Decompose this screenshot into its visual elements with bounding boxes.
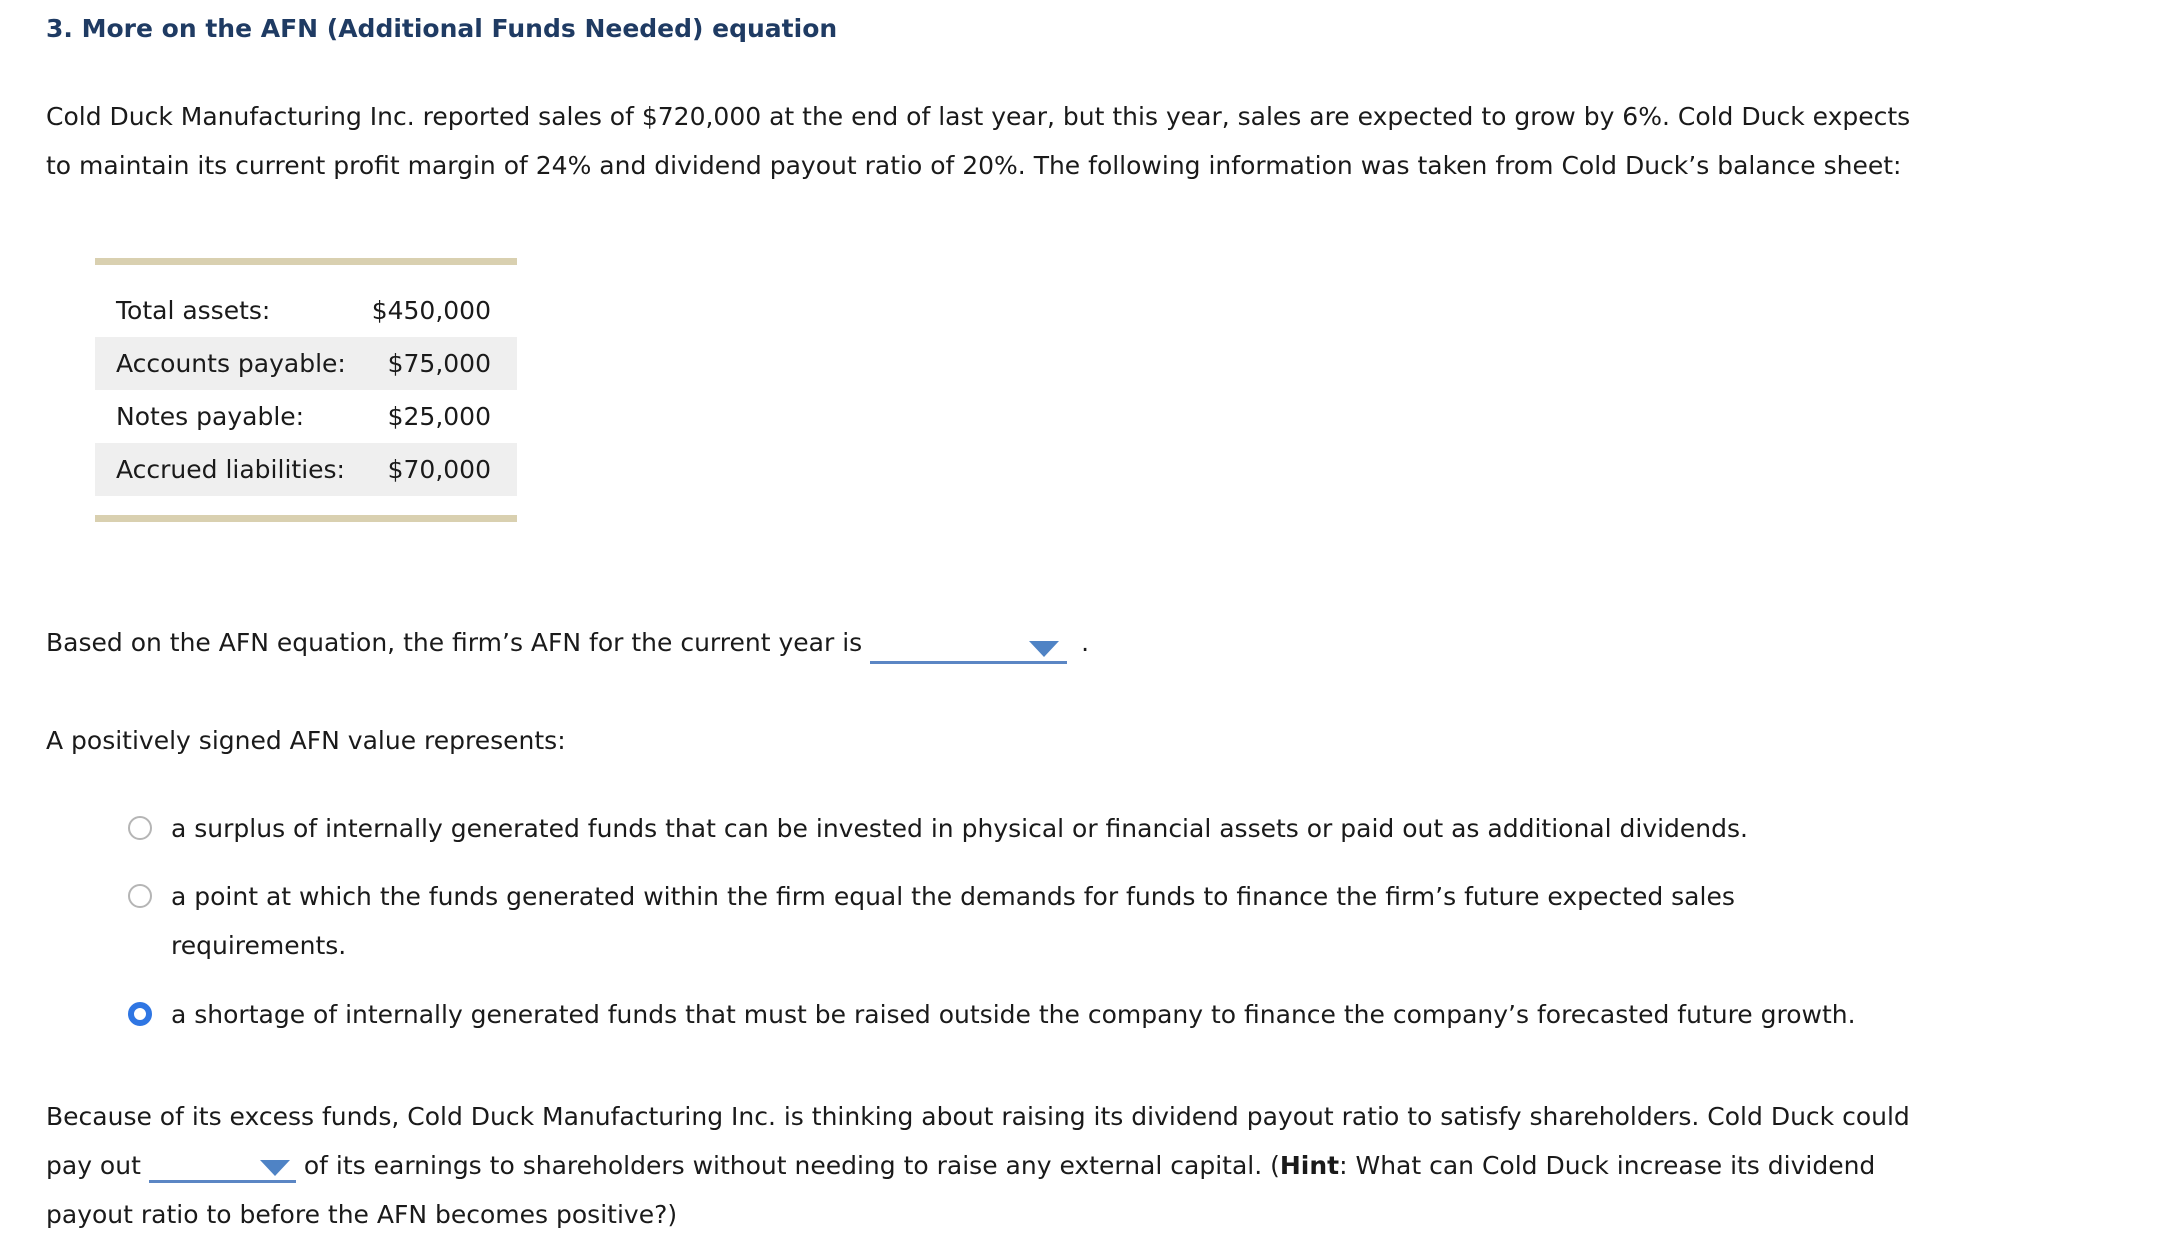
payout-ratio-dropdown[interactable] <box>149 1147 296 1183</box>
problem-title: 3. More on the AFN (Additional Funds Needed) equation <box>46 14 838 43</box>
row-label: Accounts payable: <box>116 349 346 378</box>
intro-paragraph <box>46 92 1926 190</box>
option-surplus[interactable] <box>128 804 2028 853</box>
afn-sign-question: A positively signed AFN value represents: <box>46 726 566 755</box>
table-bottom-rule <box>95 515 517 522</box>
option-break-even[interactable] <box>128 872 2028 970</box>
intro-line-1: Cold Duck Manufacturing Inc. reported sales of $720,000 at the end of last year, but this year, sales are expected to grow by 6%. Cold Duck expects <box>46 102 1911 131</box>
row-label: Notes payable: <box>116 402 305 431</box>
caret-down-icon <box>1029 641 1059 657</box>
payout-line-3: payout ratio to before the AFN becomes positive?) <box>46 1200 678 1229</box>
row-value: $450,000 <box>371 296 491 325</box>
intro-line-2: to maintain its current profit margin of 24% and dividend payout ratio of 20%. The following information was taken from Cold Duck’s balance sheet: <box>46 151 1902 180</box>
afn-question-text: Based on the AFN equation, the firm’s AFN for the current year is <box>46 628 863 657</box>
row-value: $70,000 <box>387 455 491 484</box>
afn-question <box>46 628 1089 664</box>
caret-down-icon <box>260 1160 290 1176</box>
balance-sheet-table <box>95 258 517 522</box>
table-row-accrued-liabilities <box>95 443 517 496</box>
table-row-total-assets <box>95 284 517 337</box>
row-label: Accrued liabilities: <box>116 455 345 484</box>
option-shortage[interactable] <box>128 990 2028 1039</box>
hint-label: Hint <box>1279 1151 1340 1180</box>
row-label: Total assets: <box>116 296 271 325</box>
table-row-notes-payable <box>95 390 517 443</box>
payout-line-1: Because of its excess funds, Cold Duck Manufacturing Inc. is thinking about raising its dividend payout ratio to satisfy shareholders. Cold Duck could <box>46 1102 1910 1131</box>
payout-line-2: pay out of its earnings to shareholders without needing to raise any external capital. (Hint: What can Cold Duck increase its dividend <box>46 1141 1926 1190</box>
row-value: $75,000 <box>387 349 491 378</box>
radio-button-selected[interactable] <box>128 1002 152 1026</box>
table-row-accounts-payable <box>95 337 517 390</box>
table-top-rule <box>95 258 517 265</box>
payout-question <box>46 1092 1926 1239</box>
option-label: a point at which the funds generated within the firm equal the demands for funds to finance the firm’s future expected sales requirements. <box>171 882 1735 960</box>
option-label: a shortage of internally generated funds that must be raised outside the company to finance the company’s forecasted future growth. <box>171 1000 1856 1029</box>
afn-value-dropdown[interactable] <box>870 628 1067 664</box>
afn-question-period: . <box>1081 628 1090 657</box>
option-label: a surplus of internally generated funds that can be invested in physical or financial assets or paid out as additional dividends. <box>171 814 1748 843</box>
row-value: $25,000 <box>387 402 491 431</box>
radio-button-unselected[interactable] <box>128 816 152 840</box>
radio-button-unselected[interactable] <box>128 884 152 908</box>
